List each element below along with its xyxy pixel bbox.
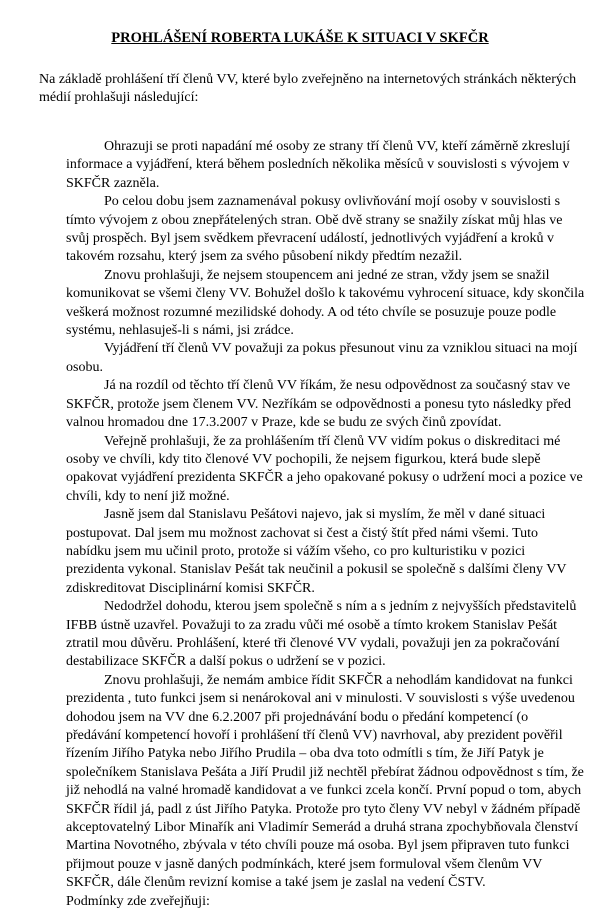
- paragraph: Jasně jsem dal Stanislavu Pešátovi najevo, jak si myslím, že měl v dané situaci postupovat. Dal jsem mu možnost zachovat si čest a čistý štít před námi všemi. Tuto nabídku jsem mu učinil proto, protože si vážím všeho, co pro kulturistiku v pozici prezidenta vykonal. Stanislav Pešát tak neučinil a pokusil se společně s dalšími členy VV zdiskreditovat Disciplinární komisi SKFČR.: [66, 507, 567, 596]
- paragraph: Vyjádření tří členů VV považuji za pokus přesunout vinu za vzniklou situaci na mojí osobu.: [66, 341, 578, 375]
- paragraph: Já na rozdíl od těchto tří členů VV říkám, že nesu odpovědnost za současný stav ve SKFČR, protože jsem členem VV. Nezříkám se odpovědnosti a ponesu tyto následky před valnou hromadou dne 17.3.2007 v Praze, kde se budu ze svých činů zpovídat.: [66, 378, 571, 431]
- paragraph: Nedodržel dohodu, kterou jsem společně s ním a s jedním z nejvyšších představitelů IFBB ústně uzavřel. Považuji to za zradu vůči mé osobě a tímto krokem Stanislav Pešát ztratil mou důvěru. Prohlášení, které tři členové VV vydali, považuji jen za pokračování destabilizace SKFČR a další pokus o udržení se v pozici.: [66, 599, 577, 670]
- closing-line: Podmínky zde zveřejňuji:: [66, 893, 210, 909]
- paragraph: Veřejně prohlašuji, že za prohlášením tří členů VV vidím pokus o diskreditaci mé osoby ve chvíli, kdy tito členové VV pochopili, že nejsem figurkou, která bude slepě opakovat vyjádření prezidenta SKFČR a jeho opakované pokusy o udržení moci a pozice ve chvíli, kdy to není již možné.: [66, 433, 583, 504]
- paragraph: Znovu prohlašuji, že nejsem stoupencem ani jedné ze stran, vždy jsem se snažil komunikovat se všemi členy VV. Bohužel došlo k takovému vyhrocení situace, kdy skončila veškerá možnost rozumné mezilidské dohody. A od této chvíle se posuzuje pouze podle systému, nehlasuješ-li s námi, jsi zrádce.: [66, 267, 585, 339]
- document-body: [66, 138, 586, 911]
- paragraph: Po celou dobu jsem zaznamenával pokusy ovlivňování mojí osoby v souvislosti s tímto vývojem z obou znepřátelených stran. Obě dvě strany se snažily získat můj hlas ve svůj prospěch. Byl jsem svědkem převracení událostí, jednotlivých vyjádření a kroků v takovém rozsahu, který jsem za svého působení nikdy předtím nezažil.: [66, 194, 563, 265]
- paragraph: Ohrazuji se proti napadání mé osoby ze strany tří členů VV, kteří záměrně zkreslují informace a vyjádření, která během posledních několika měsíců v souvislosti s vývojem v SKFČR zazněla.: [66, 139, 570, 191]
- paragraph: Znovu prohlašuji, že nemám ambice řídit SKFČR a nehodlám kandidovat na funkci prezidenta , tuto funkci jsem si nenárokoval ani v minulosti. V souvislosti s výše uvedenou dohodou jsem na VV dne 6.2.2007 při projednávání bodu o předání kompetencí (o předávání kompetencí hovoří i prohlášení tří členů VV) navrhoval, aby prezident pověřil řízením Jiřího Patyka nebo Jiřího Prudila – oba dva toto odmítli s tím, že Jiří Patyk je společníkem Stanislava Pešáta a Jiří Prudil již nechtěl přebírat žádnou odpovědnost s tím, že již nehodlá na valné hromadě kandidovat a ve funkci zcela končí. První popud o tom, abych SKFČR řídil já, padl z úst Jiřího Patyka. Protože pro tyto členy VV nebyl v žádném případě akceptovatelný Libor Minařík ani Vladimír Semerád a druhá strana zpochybňovala členství Martina Novotného, zbývala v této chvíli pouze má osoba. Byl jsem připraven tuto funkci přijmout pouze v jasně daných podmínkách, které jsem formuloval všem členům VV SKFČR, dále členům revizní komise a také jsem je zaslal na vedení ČSTV.: [66, 672, 584, 891]
- document-title: PROHLÁŠENÍ ROBERTA LUKÁŠE K SITUACI V SKFČR: [111, 30, 489, 46]
- intro-paragraph: Na základě prohlášení tří členů VV, které bylo zveřejněno na internetových stránkách některých médií prohlašuji následující:: [39, 72, 577, 105]
